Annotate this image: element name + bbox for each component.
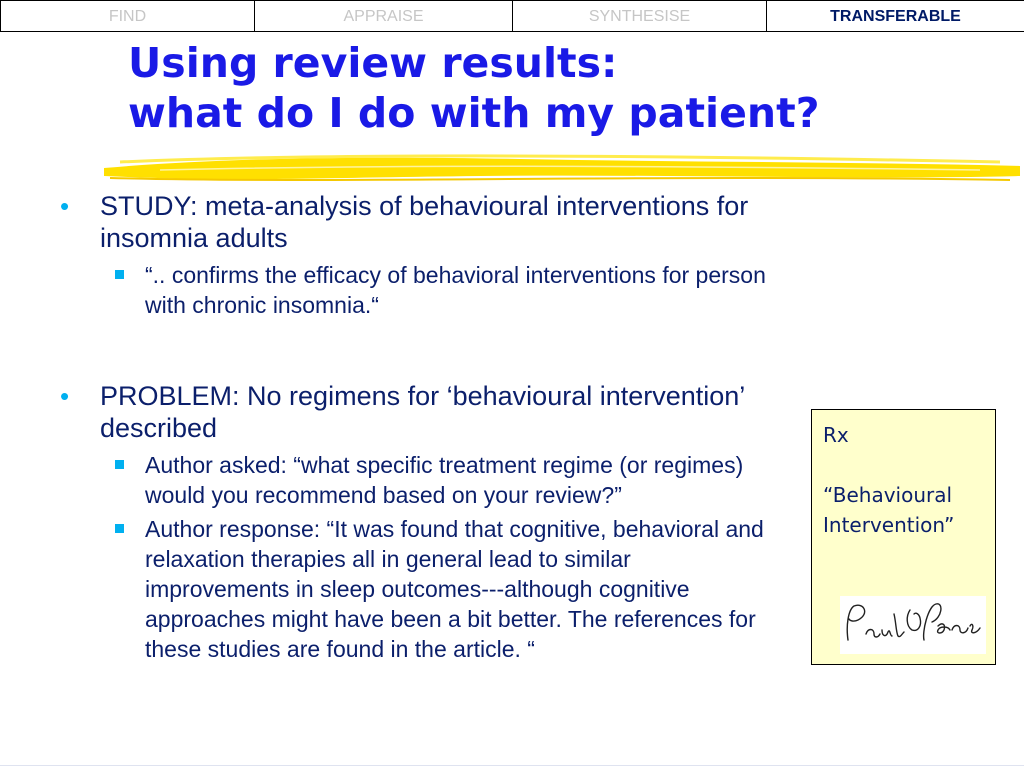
square-bullet-icon [115, 270, 124, 279]
rx-line2: Intervention” [823, 513, 955, 537]
tab-bar [0, 0, 1024, 32]
highlighter-stroke [100, 150, 1024, 186]
sub-bullet-author-asked [60, 450, 780, 510]
square-bullet-icon [115, 460, 124, 469]
rx-line1: “Behavioural [823, 483, 953, 507]
sub-bullet-author-response-text: Author response: “It was found that cognitive, behavioral and relaxation therapies all in general lead to similar improvements in sleep outcomes---although cognitive approaches might have been a bit better. The references for these studies are found in the article. “ [145, 516, 764, 662]
sub-bullet-author-response [60, 514, 780, 664]
slide-title-line2: what do I do with my patient? [128, 89, 820, 137]
sub-bullet-quote-text: “.. confirms the efficacy of behavioral interventions for person with chronic insomnia.“ [145, 262, 766, 318]
bullet-problem-text: PROBLEM: No regimens for ‘behavioural intervention’ described [100, 381, 745, 443]
footer-rule [0, 765, 1024, 766]
tab-appraise[interactable]: APPRAISE [255, 1, 513, 32]
square-bullet-icon [115, 524, 124, 533]
tab-synthesise[interactable]: SYNTHESISE [513, 1, 767, 32]
tab-find[interactable]: FIND [0, 1, 255, 32]
signature-image [840, 596, 986, 654]
bullet-study-text: STUDY: meta-analysis of behavioural interventions for insomnia adults [100, 191, 749, 253]
bullet-dot: • [60, 191, 70, 221]
slide-body [60, 190, 780, 664]
bullet-study [60, 190, 780, 254]
tab-transferable[interactable]: TRANSFERABLE [830, 7, 961, 25]
sub-bullet-author-asked-text: Author asked: “what specific treatment regime (or regimes) would you recommend based on your review?” [145, 452, 744, 508]
slide-title [128, 38, 1008, 138]
prescription-box [811, 409, 996, 665]
bullet-problem [60, 380, 780, 444]
bullet-dot: • [60, 381, 70, 411]
slide-title-line1: Using review results: [128, 39, 618, 87]
rx-label: Rx [823, 423, 849, 447]
sub-bullet-quote [60, 260, 780, 320]
